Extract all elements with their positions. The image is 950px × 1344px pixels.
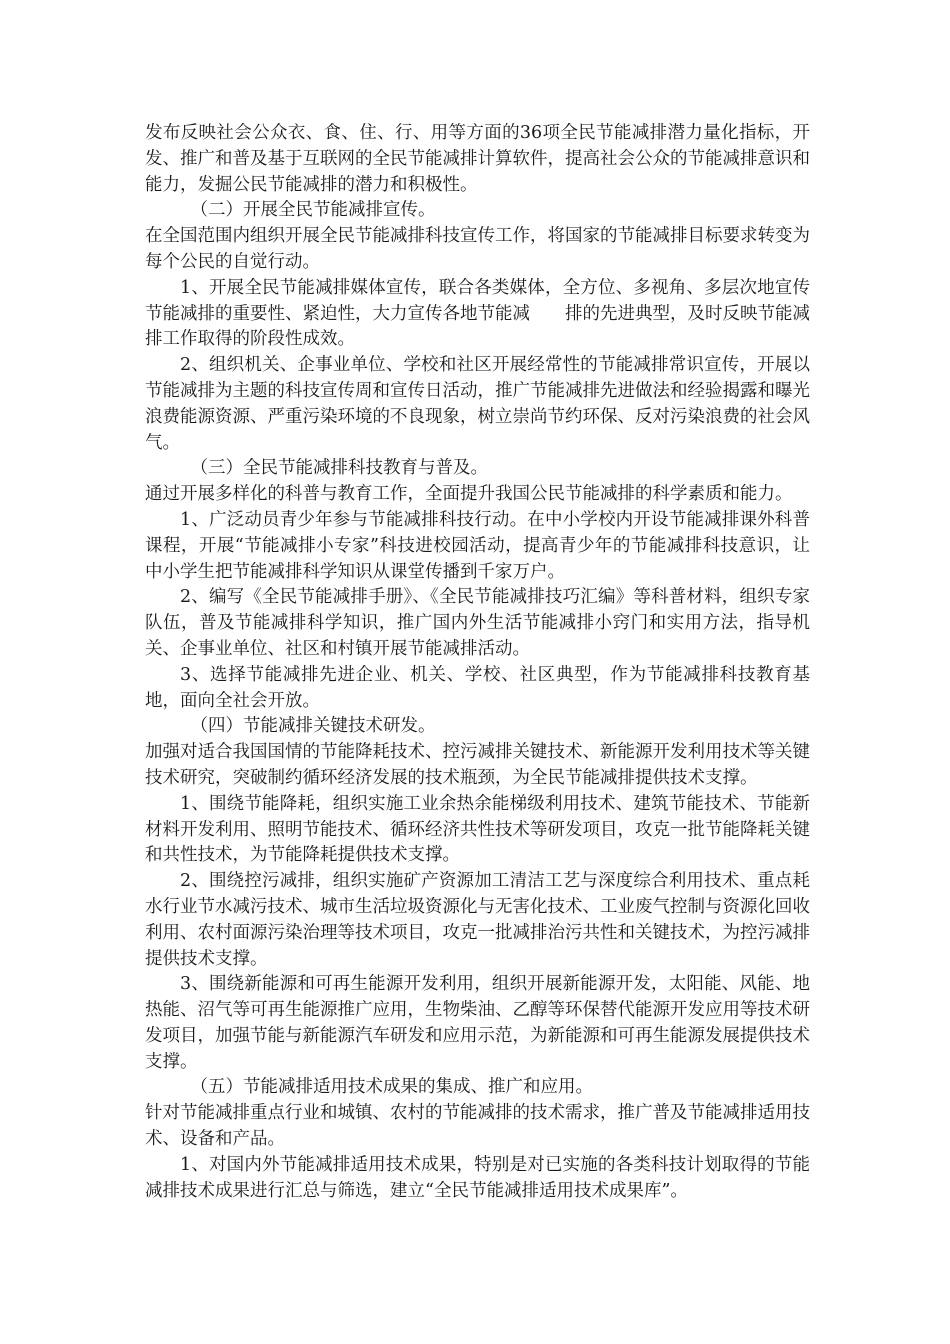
paragraph: 在全国范围内组织开展全民节能减排科技宣传工作，将国家的节能减排目标要求转变为每个公民的自觉行动。 [145, 226, 810, 272]
paragraph: 2、组织机关、企事业单位、学校和社区开展经常性的节能减排常识宣传，开展以节能减排为主题的科技宣传周和宣传日活动，推广节能减排先进做法和经验揭露和曝光浪费能源资源、严重污染环境的不良现象，树立崇尚节约环保、反对污染浪费的社会风气。 [145, 355, 810, 453]
paragraph: 3、选择节能减排先进企业、机关、学校、社区典型，作为节能减排科技教育基地，面向全社会开放。 [145, 664, 810, 711]
section-heading: （四）节能减排关键技术研发。 [190, 716, 436, 737]
document-body [145, 121, 810, 1204]
section-heading: （三）全民节能减排科技教育与普及。 [190, 458, 488, 479]
section-heading: （二）开展全民节能减排宣传。 [190, 200, 436, 221]
paragraph: 3、围绕新能源和可再生能源开发利用，组织开展新能源开发，太阳能、风能、地热能、沼气等可再生能源推广应用，生物柴油、乙醇等环保替代能源开发应用等技术研发项目，加强节能与新能源汽车研发和应用示范，为新能源和可再生能源发展提供技术支撑。 [145, 974, 810, 1072]
paragraph: 1、广泛动员青少年参与节能减排科技行动。在中小学校内开设节能减排课外科普课程，开展“节能减排小专家”科技进校园活动，提高青少年的节能减排科技意识，让中小学生把节能减排科学知识从课堂传播到千家万户。 [145, 509, 810, 582]
paragraph: 针对节能减排重点行业和城镇、农村的节能减排的技术需求，推广普及节能减排适用技术、设备和产品。 [145, 1103, 810, 1150]
paragraph: 1、围绕节能降耗，组织实施工业余热余能梯级利用技术、建筑节能技术、节能新材料开发利用、照明节能技术、循环经济共性技术等研发项目，攻克一批节能降耗关键和共性技术，为节能降耗提供技术支撑。 [145, 793, 810, 866]
paragraph: 发布反映社会公众衣、食、住、行、用等方面的36项全民节能减排潜力量化指标，开发、推广和普及基于互联网的全民节能减排计算软件，提高社会公众的节能减排意识和能力，发掘公民节能减排的潜力和积极性。 [145, 123, 810, 195]
paragraph: 2、围绕控污减排，组织实施矿产资源加工清洁工艺与深度综合利用技术、重点耗水行业节水减污技术、城市生活垃圾资源化与无害化技术、工业废气控制与资源化回收利用、农村面源污染治理等技术项目，攻克一批减排治污共性和关键技术，为控污减排提供技术支撑。 [145, 871, 810, 969]
paragraph: 1、对国内外节能减排适用技术成果，特别是对已实施的各类科技计划取得的节能减排技术成果进行汇总与筛选，建立“全民节能减排适用技术成果库”。 [145, 1154, 810, 1201]
paragraph: 通过开展多样化的科普与教育工作，全面提升我国公民节能减排的科学素质和能力。 [145, 484, 793, 505]
section-heading: （五）节能减排适用技术成果的集成、推广和应用。 [190, 1077, 593, 1098]
paragraph: 1、开展全民节能减排媒体宣传，联合各类媒体，全方位、多视角、多层次地宣传节能减排的重要性、紧迫性，大力宣传各地节能减 排的先进典型，及时反映节能减排工作取得的阶段性成效。 [145, 277, 810, 350]
paragraph: 2、编写《全民节能减排手册》、《全民节能减排技巧汇编》等科普材料，组织专家队伍，普及节能减排科学知识，推广国内外生活节能减排小窍门和实用方法，指导机关、企事业单位、社区和村镇开展节能减排活动。 [145, 587, 810, 659]
paragraph: 加强对适合我国国情的节能降耗技术、控污减排关键技术、新能源开发利用技术等关键技术研究，突破制约循环经济发展的技术瓶颈，为全民节能减排提供技术支撑。 [145, 742, 810, 788]
